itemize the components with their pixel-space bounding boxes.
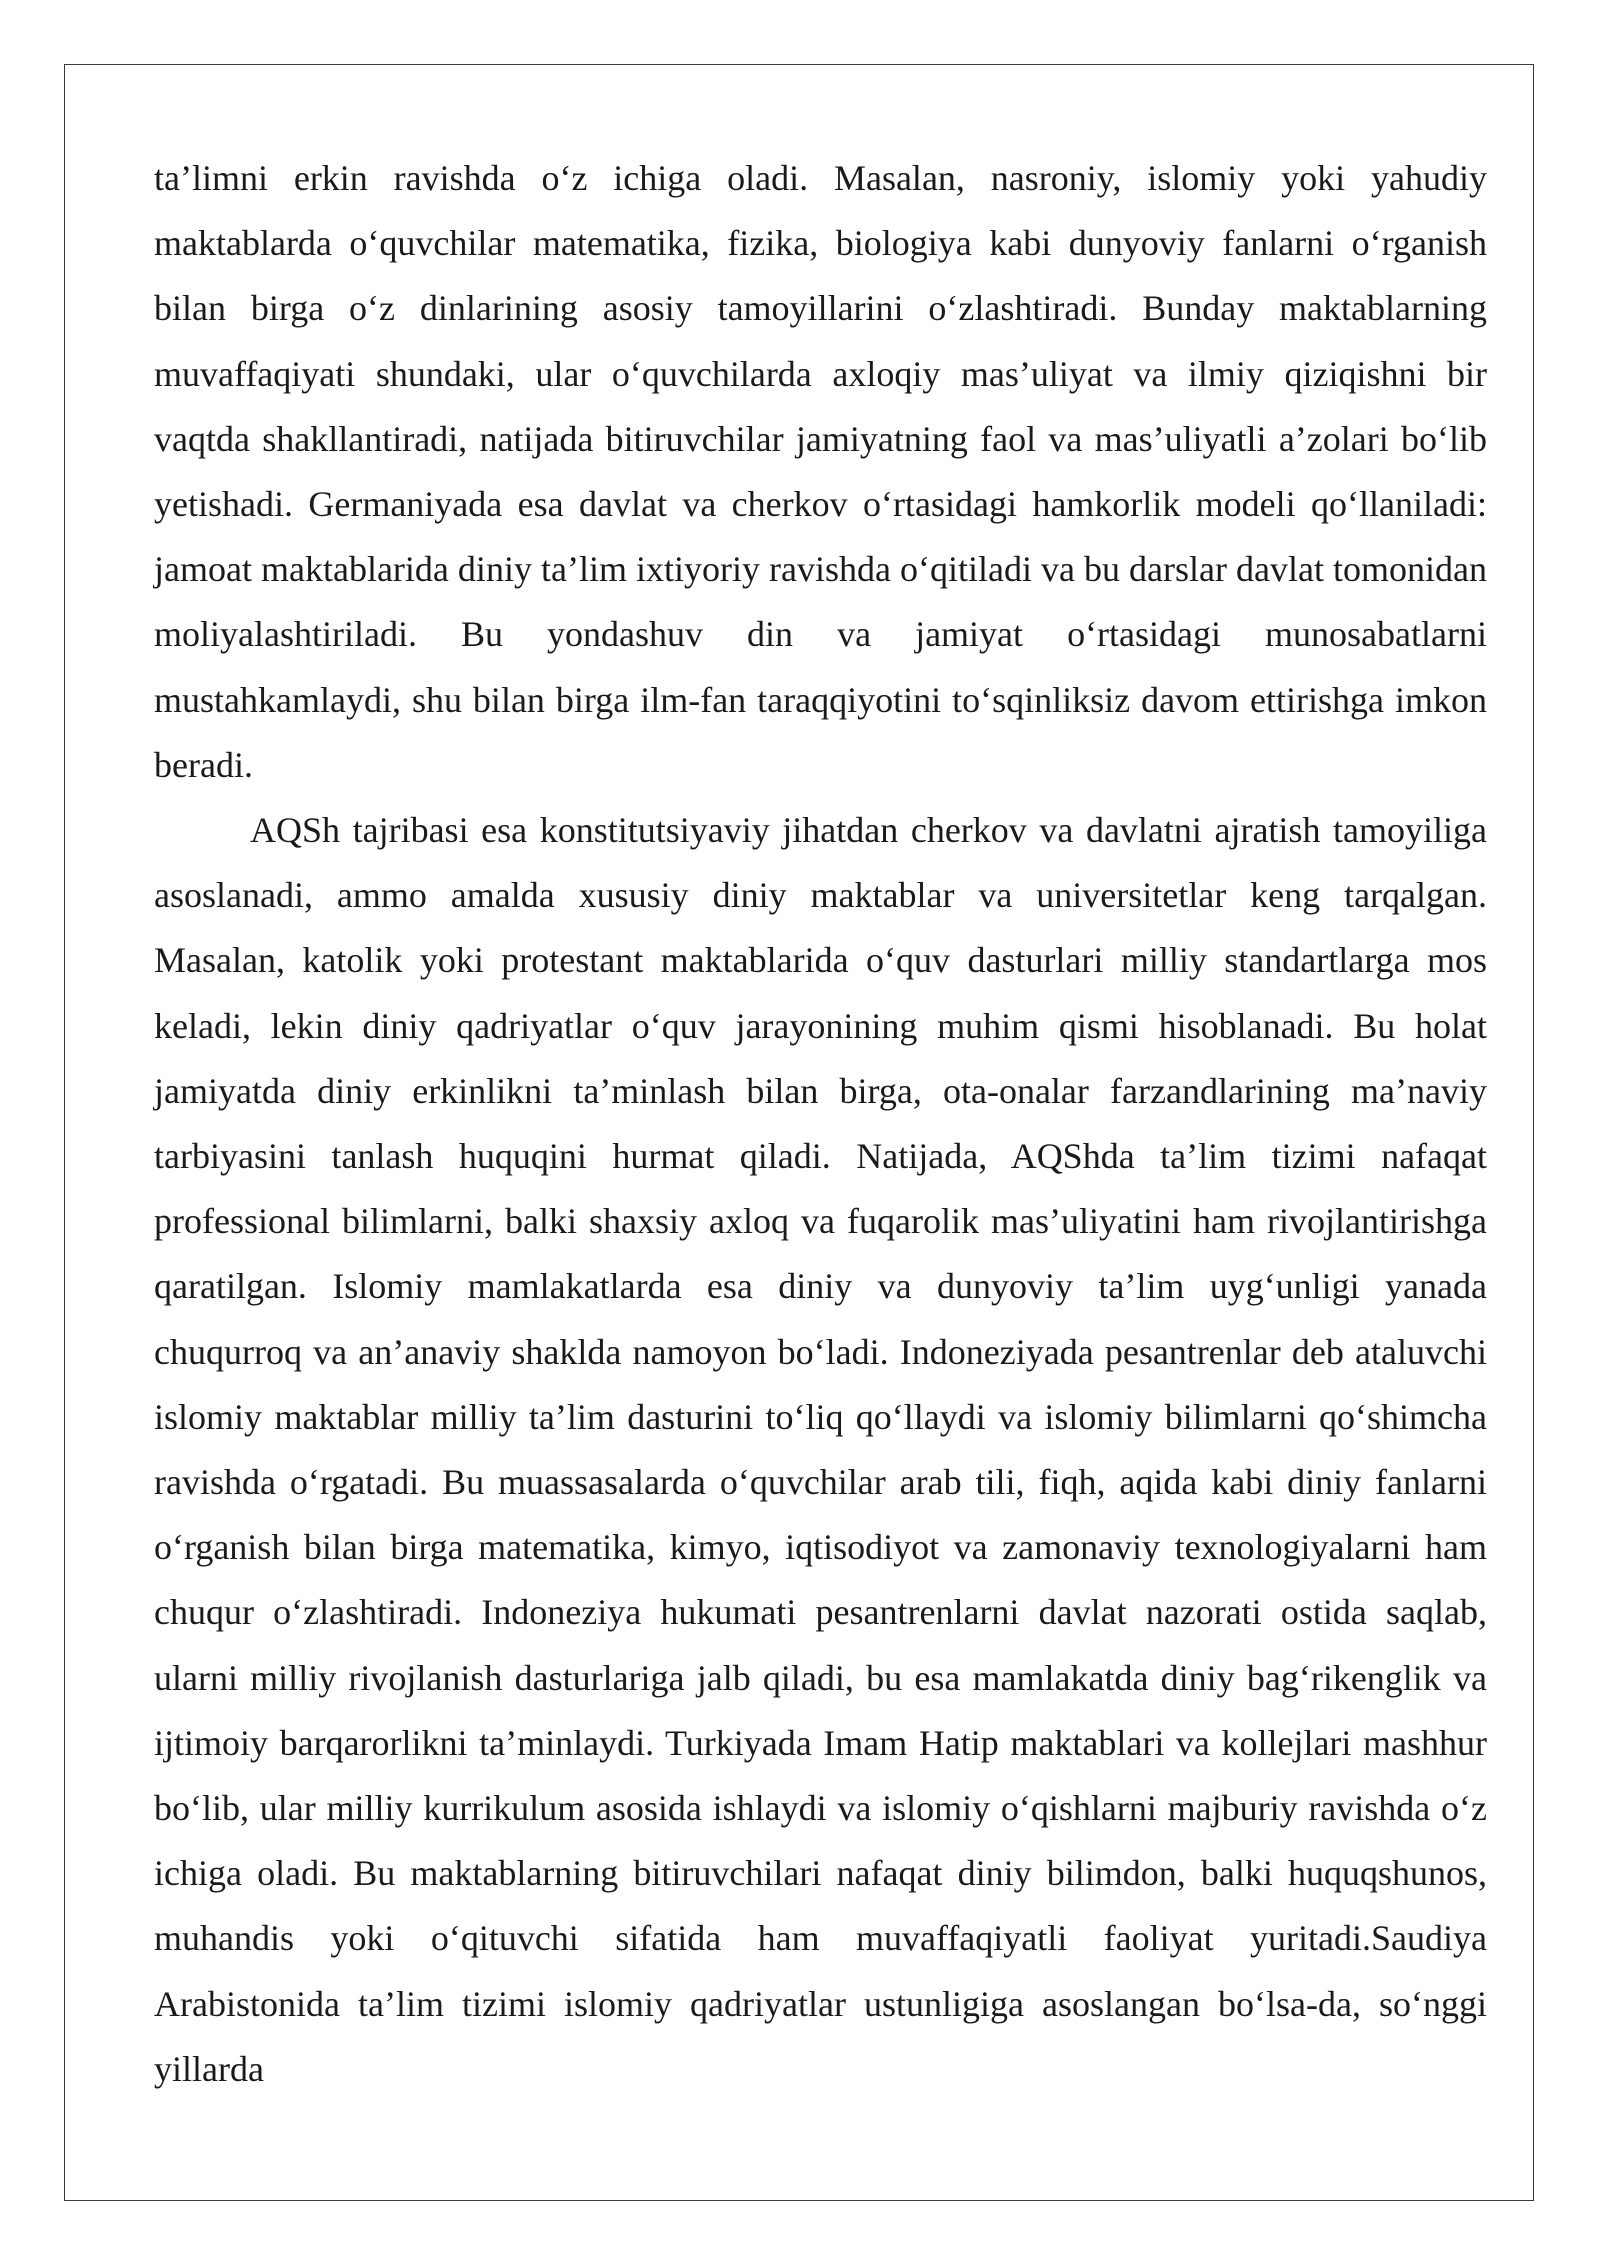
document-body: [154, 146, 1487, 2102]
paragraph-1: ta’limni erkin ravishda o‘z ichiga oladi. Masalan, nasroniy, islomiy yoki yahudiy maktablarda o‘quvchilar matematika, fizika, biologiya kabi dunyoviy fanlarni o‘rganish bilan birga o‘z dinlarining asosiy tamoyillarini o‘zlashtiradi. Bunday maktablarning muvaffaqiyati shundaki, ular o‘quvchilarda axloqiy mas’uliyat va ilmiy qiziqishni bir vaqtda shakllantiradi, natijada bitiruvchilar jamiyatning faol va mas’uliyatli a’zolari bo‘lib yetishadi. Germaniyada esa davlat va cherkov o‘rtasidagi hamkorlik modeli qo‘llaniladi: jamoat maktablarida diniy ta’lim ixtiyoriy ravishda o‘qitiladi va bu darslar davlat tomonidan moliyalashtiriladi. Bu yondashuv din va jamiyat o‘rtasidagi munosabatlarni mustahkamlaydi, shu bilan birga ilm-fan taraqqiyotini to‘sqinliksiz davom ettirishga imkon beradi.: [154, 158, 1487, 785]
paragraph-2: AQSh tajribasi esa konstitutsiyaviy jihatdan cherkov va davlatni ajratish tamoyiliga asoslanadi, ammo amalda xususiy diniy maktablar va universitetlar keng tarqalgan. Masalan, katolik yoki protestant maktablarida o‘quv dasturlari milliy standartlarga mos keladi, lekin diniy qadriyatlar o‘quv jarayonining muhim qismi hisoblanadi. Bu holat jamiyatda diniy erkinlikni ta’minlash bilan birga, ota-onalar farzandlarining ma’naviy tarbiyasini tanlash huquqini hurmat qiladi. Natijada, AQShda ta’lim tizimi nafaqat professional bilimlarni, balki shaxsiy axloq va fuqarolik mas’uliyatini ham rivojlantirishga qaratilgan. Islomiy mamlakatlarda esa diniy va dunyoviy ta’lim uyg‘unligi yanada chuqurroq va an’anaviy shaklda namoyon bo‘ladi. Indoneziyada pesantrenlar deb ataluvchi islomiy maktablar milliy ta’lim dasturini to‘liq qo‘llaydi va islomiy bilimlarni qo‘shimcha ravishda o‘rgatadi. Bu muassasalarda o‘quvchilar arab tili, fiqh, aqida kabi diniy fanlarni o‘rganish bilan birga matematika, kimyo, iqtisodiyot va zamonaviy texnologiyalarni ham chuqur o‘zlashtiradi. Indoneziya hukumati pesantrenlarni davlat nazorati ostida saqlab, ularni milliy rivojlanish dasturlariga jalb qiladi, bu esa mamlakatda diniy bag‘rikenglik va ijtimoiy barqarorlikni ta’minlaydi. Turkiyada Imam Hatip maktablari va kollejlari mashhur bo‘lib, ular milliy kurrikulum asosida ishlaydi va islomiy o‘qishlarni majburiy ravishda o‘z ichiga oladi. Bu maktablarning bitiruvchilari nafaqat diniy bilimdon, balki huquqshunos, muhandis yoki o‘qituvchi sifatida ham muvaffaqiyatli faoliyat yuritadi.Saudiya Arabistonida ta’lim tizimi islomiy qadriyatlar ustunligiga asoslangan bo‘lsa-da, so‘nggi yillarda: [154, 810, 1487, 2089]
